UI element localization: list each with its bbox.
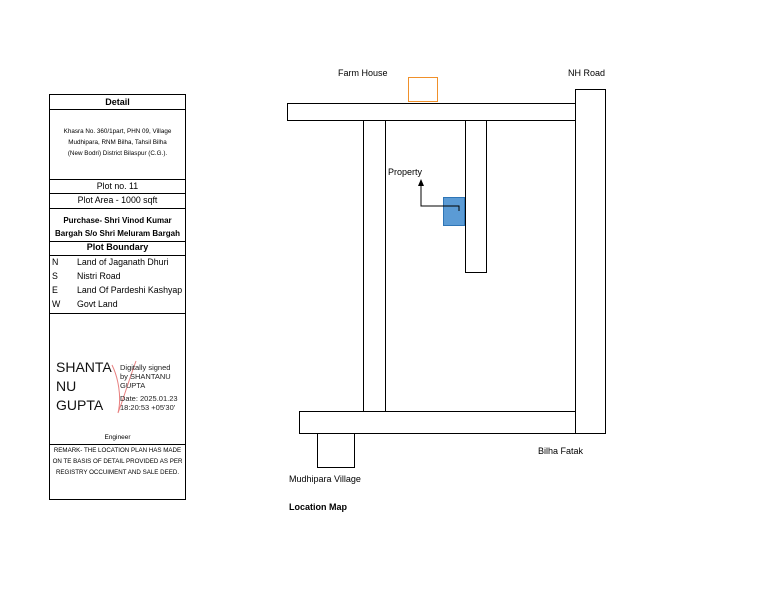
signature-info-2: by SHANTANU [120,372,171,381]
property-label: Property [388,167,423,177]
signature-info-1: Digitally signed [120,363,171,372]
signature-info-4: Date: 2025.01.23 [120,394,178,403]
mudhipara-village-label: Mudhipara Village [289,474,361,484]
remark-line-2: ON TE BASIS OF DETAIL PROVIDED AS PER [52,458,183,465]
top-road [287,103,579,121]
bilha-fatak-label: Bilha Fatak [538,446,584,456]
signature-name-2: NU [56,378,77,394]
signature-name-1: SHANTA [56,359,112,375]
boundary-south: S Nistri Road [52,271,121,281]
boundary-title: Plot Boundary [86,242,149,252]
boundary-east: E Land Of Pardeshi Kashyap [52,285,183,295]
inner-vertical-road [363,120,386,412]
detail-panel [49,94,186,500]
plot-no: Plot no. 11 [96,181,139,191]
farm-house-box [408,77,438,102]
plot-area: Plot Area - 1000 sqft [77,195,158,205]
boundary-north: N Land of Jaganath Dhuri [52,257,169,267]
engineer-role: Engineer [104,434,131,441]
signature-name-3: GUPTA [56,397,104,413]
bottom-road [299,411,576,434]
mudhipara-village-box [317,433,355,468]
remark-line-3: REGISTRY OCCUIMENT AND SALE DEED. [55,469,180,476]
location-map-caption: Location Map [289,502,347,512]
address-line-3: (New Bodri) District Bilaspur (C.G.). [67,150,168,157]
signature-info-5: 18:20:53 +05'30' [120,403,176,412]
address-line-2: Mudhipara, RNM Bilha, Tahsil Bilha [68,139,167,146]
remark-line-1: REMARK- THE LOCATION PLAN HAS MADE [53,447,182,454]
signature-info-3: GUPTA [120,381,146,390]
side-lane [465,120,487,273]
address-line-1: Khasra No. 360/1part, PHN 09, Village [63,128,172,135]
nh-road-label: NH Road [568,68,606,78]
farm-house-label: Farm House [338,68,388,78]
boundary-west: W Govt Land [52,299,118,309]
detail-title: Detail [105,97,130,107]
purchase-line-1: Purchase- Shri Vinod Kumar [63,216,172,225]
nh-road [575,89,606,434]
property-arrow-icon [414,178,464,218]
purchase-line-2: Bargah S/o Shri Meluram Bargah [55,229,180,238]
